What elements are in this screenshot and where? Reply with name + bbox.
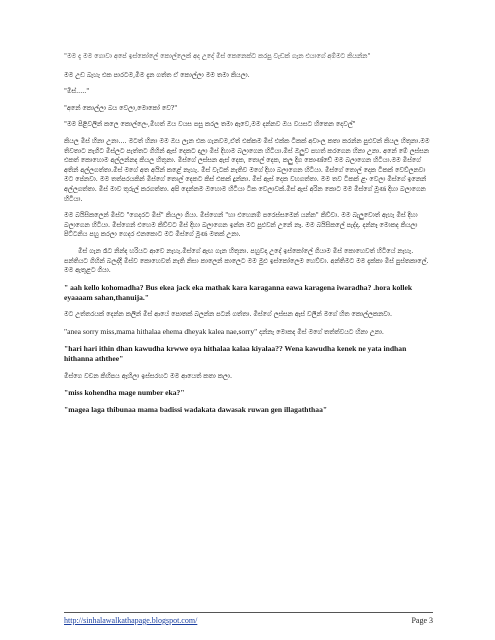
paragraph-11 — [64, 327, 433, 338]
paragraph-11-tail: දන්නැ මොකද මිස් මගේ තත්ත්වයට හිනා උනා. — [259, 327, 384, 336]
paragraph-6: කියල මිස් හිනා උනා.... මටත් හිනා මම ඔය ලැන එක ගැනවම,ඒත් එක්කම මිස් එක්ක ටිකක් අවාංල කතා කරන්න පුළුවන් කියල හිතුනා.මම තිවතාට නැගිට මිස්ලට පැත්තට ගිහින් ඇස් දෙකට දාලා මිස් දිහාම බලාගෙන හිටියා.මිස් ඔලුව පහත් කරගෙන හිනා උනා. අනේ මේ ලස්සන එකත් කොහොම අල්ලන්නද කියල හිතුනා. මිස්ගේ ලස්සන ඇස් දෙක, තොල් දෙක, කලු දිග කොණ්ඩේ මම බලාගෙන හිටියා.මම මිස්ගේ අතින් අල්ලගත්තා.මිස් මගේ අත අයින් කළේ නැහැ. මිස් වැටක් නැතිව මගේ දිහා බලාගෙන හිටියා. මිස්ගේ තොල් දෙක ටිකක් වෙව්ලනවා මට පේනවා. මම තත්පරයකින් මිස්ගේ තොල් දෙකට කිස් එකක් දුන්නා. මිස් ඇස් දෙක වහගත්තා. මම තව ටිකක් ළං වෙලා මිස්ගේ ඉනෙන් අල්ලගත්තා. මිස් මාව තුරුල් කරගත්තා. අපි දෙන්නම ඔහොම හිටියා ටික වෙලාවක්.මිස් ඇස් අරින කොට මම මිස්ගේ මූණ දිහා බලාගෙන හිටියා. — [64, 136, 430, 203]
paragraph-10: මට උත්තරයක් දෙන්න කලින් මිස් ආයේ පොතක් බලන්න පටන් ගත්තා. මිස්ගේ ලස්සන ඇස් වලින් මගේ හිත කොල්ලකනවා. — [64, 310, 393, 319]
dialogue-romanized-3: "hari hari ithin dhan kawudha krwwe oya hithalaa kalaa kiyalaa?? Wena kawudha kenek ne yata indhan hithanna aththee" — [64, 344, 407, 364]
blog-link[interactable]: http://sinhalawalkathapage.blogspot.com/ — [64, 616, 198, 625]
paragraph-5: "මම පිළිවලින් කලෙ කොල්ලෙං,මිහත් ඔය වයස පසු කරල තමා ඇවෙ,මම දන්නව ඔය වයසට හිතෙන දෙවල්" — [64, 120, 356, 129]
page-footer — [64, 612, 433, 625]
paragraph-7: මම බයිසිකලෙන් මිස්ට "ගෙදරට මිස්" කියලා ගියා. මිස්ගෙන් "හා එහෙනම් පරෙස්සමෙන් යන්න" කිව්වා. මම බැලුවොත් ඇහැ මිස් දිහා බලාගෙන හිටියා. මිස්ගෙන් එහෙම කිව්වට මිස් දිහා බලාගෙන ඉන්න මට පුළුවන් උනේ නෑ. මම බයිසිකලේ පැද්දා. දන්නෑ මොකද කියලා පිට්ටනිය පහු කරලා ගෙදර එනකොට මට මිස්ගේ මූණ මතක් උනා. — [64, 211, 418, 239]
page-number: Page 3 — [411, 616, 433, 625]
paragraph-1: "මම දැ මම ගොවා අපේ ඉස්කෝලේ කොල්ලෙක් අද උදේ මිස් කෙනෙක්ට කරපු වැඩක් ගැන එයාගේ අම්මට කියන්න" — [64, 52, 371, 60]
paragraph-3: "මිස්....." — [64, 87, 90, 96]
dialogue-romanized-1: " aah kello kohomadha? Bus ekea jack eka mathak kara karaganna eawa karagena iwaradha? .hora kollek eyaaaam sahan,thanuija." — [64, 282, 413, 302]
dialogue-romanized-2: "anea sorry miss,mama hithalaa ehema dheyak kalea nae,sorry" — [64, 326, 260, 336]
paragraph-2: මම උඩ බැහැ එක පාරටම,මිම දැන ගත්ත ඒ කොල්ලා මම තමා කියලා. — [64, 70, 250, 79]
paragraph-4: "අනේ කොල්ලා බය වෙලා,මොකෝ වෙ?" — [64, 103, 178, 112]
dialogue-romanized-4: "miss kohendha mage number eka?" — [64, 388, 185, 398]
paragraph-13: මිස්ගෙ වචන කිහිපය ඇහිලා ඉස්සරහට මම ආයෙත් කතා කලා. — [64, 371, 233, 380]
paragraph-8: මිස් ගැන රෑට නින්ද හරියට ආවෙ නැහැ.මිස්ගේ ඇඟ ගැන හිතුනා. පහුවදා උදේ ඉස්කෝලේ ගියාම මිස් කොහෙවත් හිටියේ නැහැ. පන්තියට ගිහින් බලද්දී මිස්ව කොහෙවත් නැති නිසා කාලෙන් කාලෙට මම මුළු ඉස්කෝලෙම හෙව්වා. අන්තිමට මම දැක්කා මිස් පුස්තකාලේ. මම ඇතුළට ගියා. — [64, 246, 429, 275]
dialogue-romanized-5: "magea laga thibunaa mama badissi wadakata dawasak ruwan gen illagaththaa" — [64, 405, 328, 415]
story-body — [64, 52, 433, 416]
